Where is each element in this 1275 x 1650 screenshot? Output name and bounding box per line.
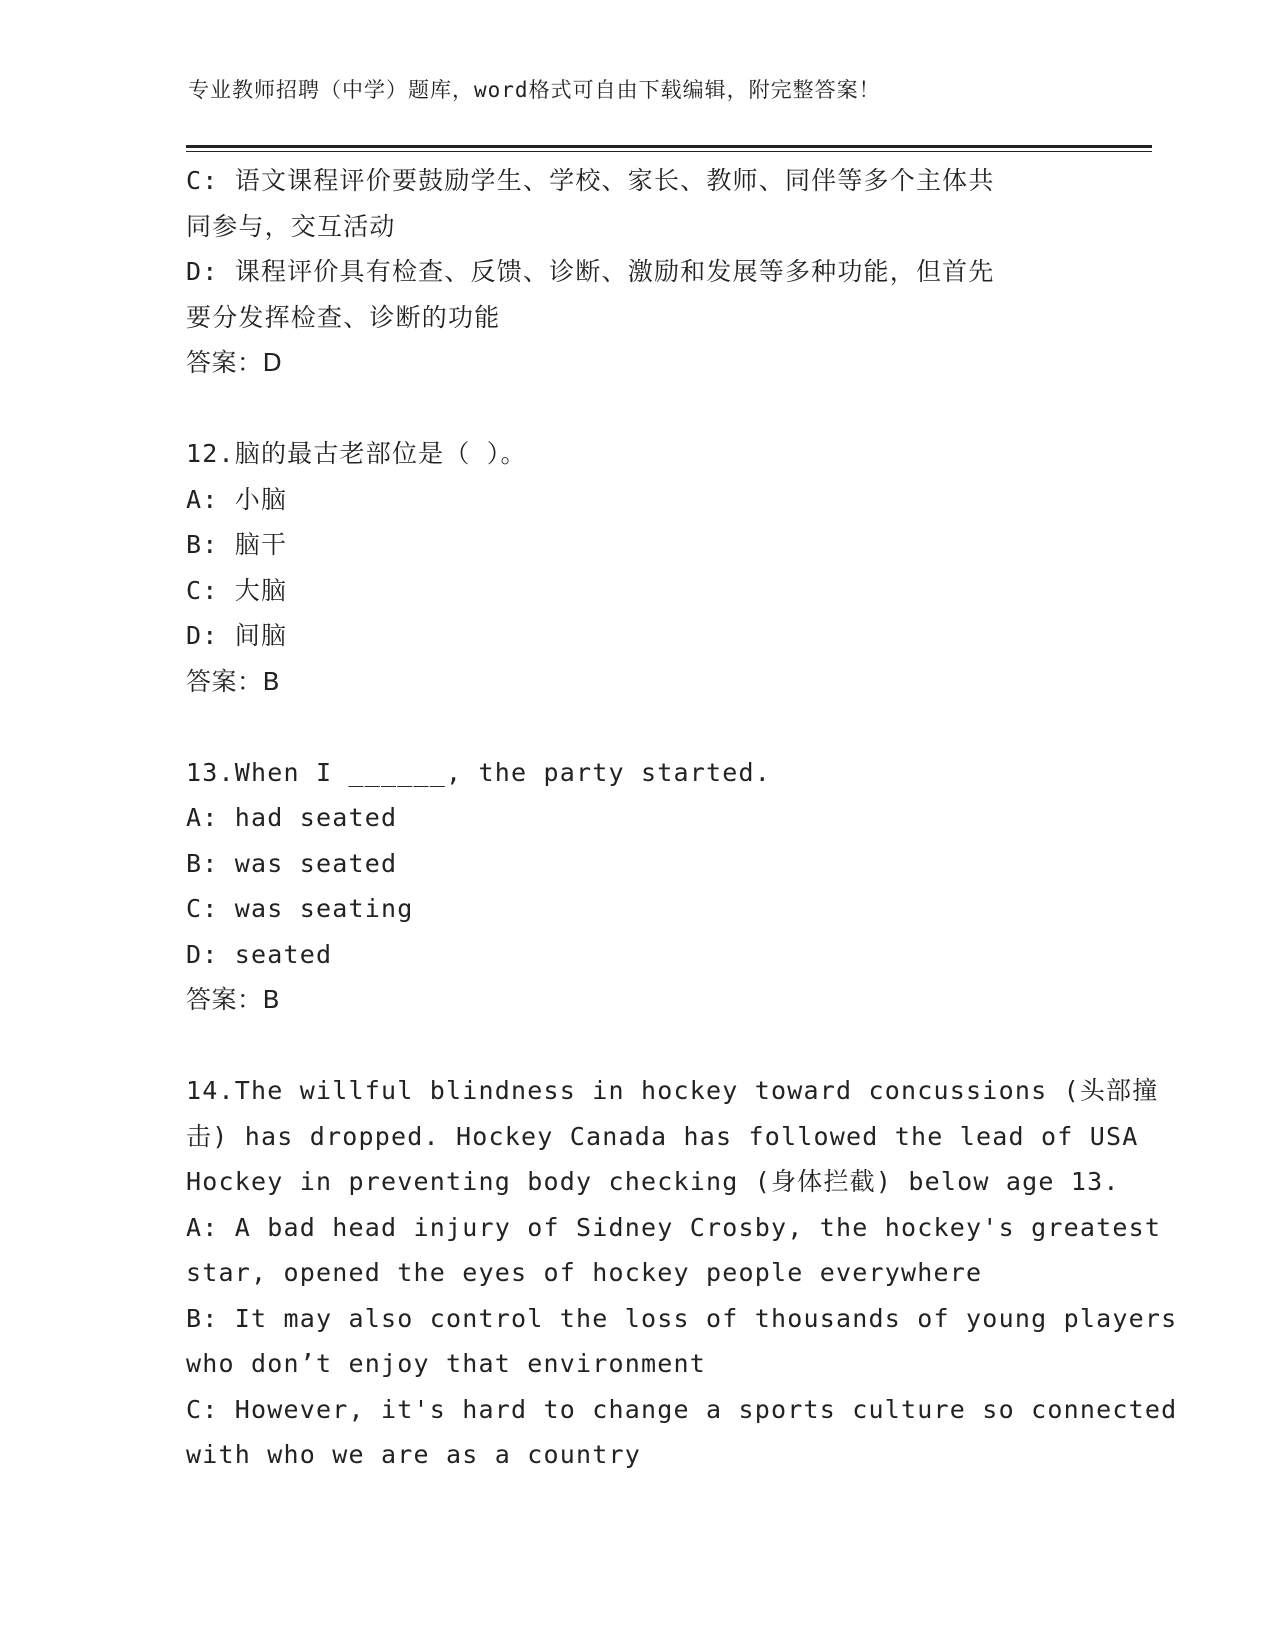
q12-option-b: B: 脑干	[186, 530, 288, 559]
spacer	[186, 1023, 1086, 1069]
q13-answer: 答案：B	[186, 985, 281, 1014]
q14-option-b-line1: B: It may also control the loss of thousands of young players	[186, 1303, 1178, 1333]
q13-option-a: A: had seated	[186, 803, 398, 832]
q14-question-line2: 击) has dropped. Hockey Canada has followed the lead of USA	[186, 1121, 1139, 1151]
spacer	[186, 386, 1086, 432]
q12-option-d: D: 间脑	[186, 621, 288, 650]
page-header: 专业教师招聘（中学）题库，word格式可自由下载编辑，附完整答案！	[188, 78, 881, 102]
q13-option-b: B: was seated	[186, 848, 398, 878]
document-body	[186, 158, 1178, 1478]
q13-option-c: C: was seating	[186, 894, 414, 923]
header-rule-thick	[186, 145, 1152, 148]
q11-option-d-line1: D: 课程评价具有检查、反馈、诊断、激励和发展等多种功能，但首先	[186, 257, 995, 286]
q14-option-a-line2: star, opened the eyes of hockey people everywhere	[186, 1258, 983, 1287]
q11-option-c-line1: C: 语文课程评价要鼓励学生、学校、家长、教师、同伴等多个主体共	[186, 166, 995, 195]
q12-option-a: A: 小脑	[186, 484, 288, 514]
q14-option-a-line1: A: A bad head injury of Sidney Crosby, the hockey's greatest	[186, 1212, 1162, 1242]
q11-option-c-line2: 同参与，交互活动	[186, 211, 396, 241]
q12-option-c: C: 大脑	[186, 575, 288, 605]
q12-answer: 答案：B	[186, 666, 281, 696]
q14-question-line3: Hockey in preventing body checking (身体拦截) below age 13.	[186, 1167, 1120, 1196]
q13-option-d: D: seated	[186, 939, 333, 969]
q14-question-line1: 14.The willful blindness in hockey toward concussions (头部撞	[186, 1076, 1159, 1105]
question-11-block	[186, 158, 1086, 386]
q13-question: 13.When I ______, the party started.	[186, 757, 772, 787]
q11-option-d-line2: 要分发挥检查、诊断的功能	[186, 302, 501, 332]
header-rule-thin	[186, 151, 1152, 152]
q14-option-c-line2: with who we are as a country	[186, 1440, 642, 1469]
question-12-block	[186, 431, 1086, 704]
q12-question: 12.脑的最古老部位是（ ）。	[186, 439, 527, 468]
spacer	[186, 704, 1086, 750]
q11-answer: 答案：D	[186, 348, 283, 377]
q14-option-c-line1: C: However, it's hard to change a sports culture so connected	[186, 1394, 1178, 1424]
question-14-block	[186, 1068, 1178, 1478]
question-13-block	[186, 750, 1086, 1023]
q14-option-b-line2: who don’t enjoy that environment	[186, 1349, 707, 1378]
